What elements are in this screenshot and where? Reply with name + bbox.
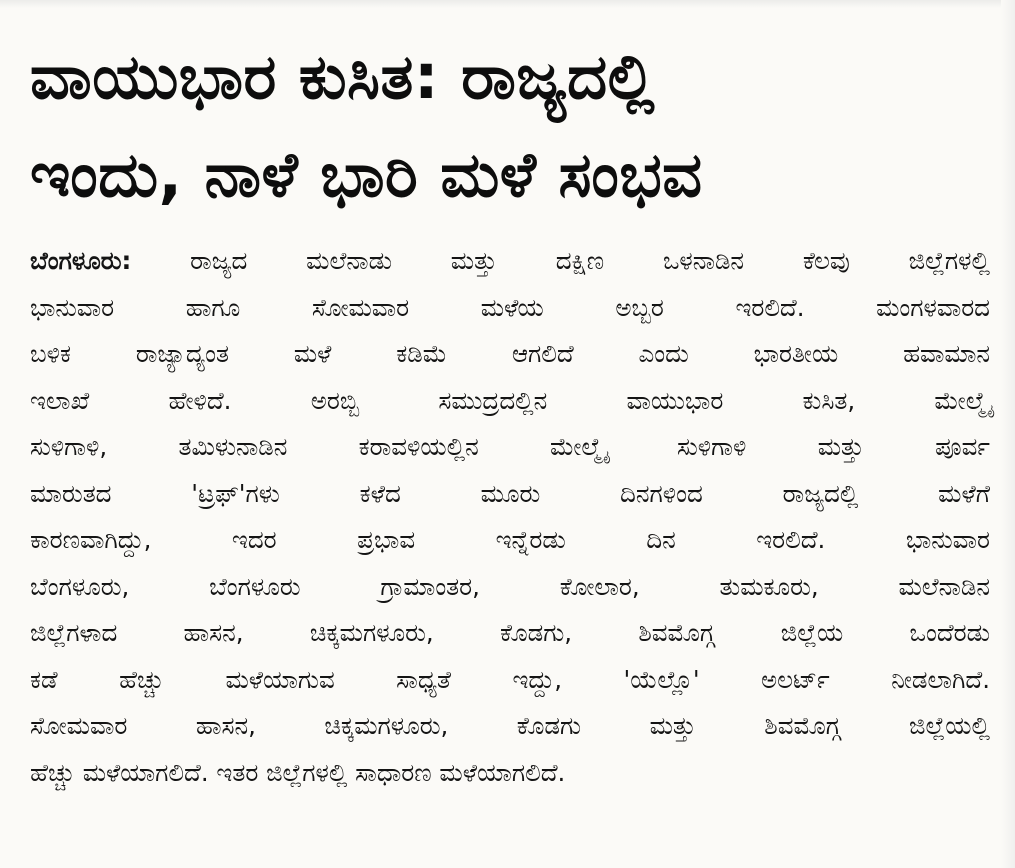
headline-line-1: ವಾಯುಭಾರ ಕುಸಿತ: ರಾಜ್ಯದಲ್ಲಿ [30,40,656,113]
headline-line-2: ಇಂದು, ನಾಳೆ ಭಾರಿ ಮಳೆ ಸಂಭವ [30,138,703,211]
body-line-12: ಹೆಚ್ಚು ಮಳೆಯಾಗಲಿದೆ. ಇತರ ಜಿಲ್ಲೆಗಳಲ್ಲಿ ಸಾಧಾರಣ ಮಳೆಯಾಗಲಿದೆ. [30,757,566,787]
article-body [30,238,990,796]
page-right-edge [1001,0,1015,868]
article-dateline: ಬೆಂಗಳೂರು: [30,246,132,275]
body-line-9: ಜಿಲ್ಲೆಗಳಾದ ಹಾಸನ, ಚಿಕ್ಕಮಗಳೂರು, ಕೊಡಗು, ಶಿವಮೊಗ್ಗ ಜಿಲ್ಲೆಯ ಒಂದೆರಡು [30,618,990,647]
body-line-4: ಇಲಾಖೆ ಹೇಳಿದೆ. ಅರಬ್ಬಿ ಸಮುದ್ರದಲ್ಲಿನ ವಾಯುಭಾರ ಕುಸಿತ, ಮೇಲ್ಮೈ [30,385,990,415]
page-top-edge [0,0,1015,8]
body-line-1 [30,238,990,285]
body-line-6: ಮಾರುತದ 'ಟ್ರಫ್'ಗಳು ಕಳೆದ ಮೂರು ದಿನಗಳಿಂದ ರಾಜ್ಯದಲ್ಲಿ ಮಳೆಗೆ [30,478,990,508]
body-line-2: ಭಾನುವಾರ ಹಾಗೂ ಸೋಮವಾರ ಮಳೆಯ ಅಬ್ಬರ ಇರಲಿದೆ. ಮಂಗಳವಾರದ [30,292,990,322]
body-line-7: ಕಾರಣವಾಗಿದ್ದು, ಇದರ ಪ್ರಭಾವ ಇನ್ನೆರಡು ದಿನ ಇರಲಿದೆ. ಭಾನುವಾರ [30,525,990,554]
article-headline [30,28,990,224]
body-line-10: ಕಡೆ ಹೆಚ್ಚು ಮಳೆಯಾಗುವ ಸಾಧ್ಯತೆ ಇದ್ದು, 'ಯೆಲ್ಲೊ' ಅಲರ್ಟ್ ನೀಡಲಾಗಿದೆ. [30,664,990,694]
body-line-5: ಸುಳಿಗಾಳಿ, ತಮಿಳುನಾಡಿನ ಕರಾವಳಿಯಲ್ಲಿನ ಮೇಲ್ಮೈ ಸುಳಿಗಾಳಿ ಮತ್ತು ಪೂರ್ವ [30,432,990,461]
body-line-8: ಬೆಂಗಳೂರು, ಬೆಂಗಳೂರು ಗ್ರಾಮಾಂತರ, ಕೋಲಾರ, ತುಮಕೂರು, ಮಲೆನಾಡಿನ [30,571,990,601]
body-line-3: ಬಳಿಕ ರಾಜ್ಯಾದ್ಯಂತ ಮಳೆ ಕಡಿಮೆ ಆಗಲಿದೆ ಎಂದು ಭಾರತೀಯ ಹವಾಮಾನ [30,339,990,368]
body-line-11: ಸೋಮವಾರ ಹಾಸನ, ಚಿಕ್ಕಮಗಳೂರು, ಕೊಡಗು ಮತ್ತು ಶಿವಮೊಗ್ಗ ಜಿಲ್ಲೆಯಲ್ಲಿ [30,711,990,740]
news-article [30,28,990,796]
body-line-1-text: ರಾಜ್ಯದ ಮಲೆನಾಡು ಮತ್ತು ದಕ್ಷಿಣ ಒಳನಾಡಿನ ಕೆಲವು ಜಿಲ್ಲೆಗಳಲ್ಲಿ [131,246,990,275]
